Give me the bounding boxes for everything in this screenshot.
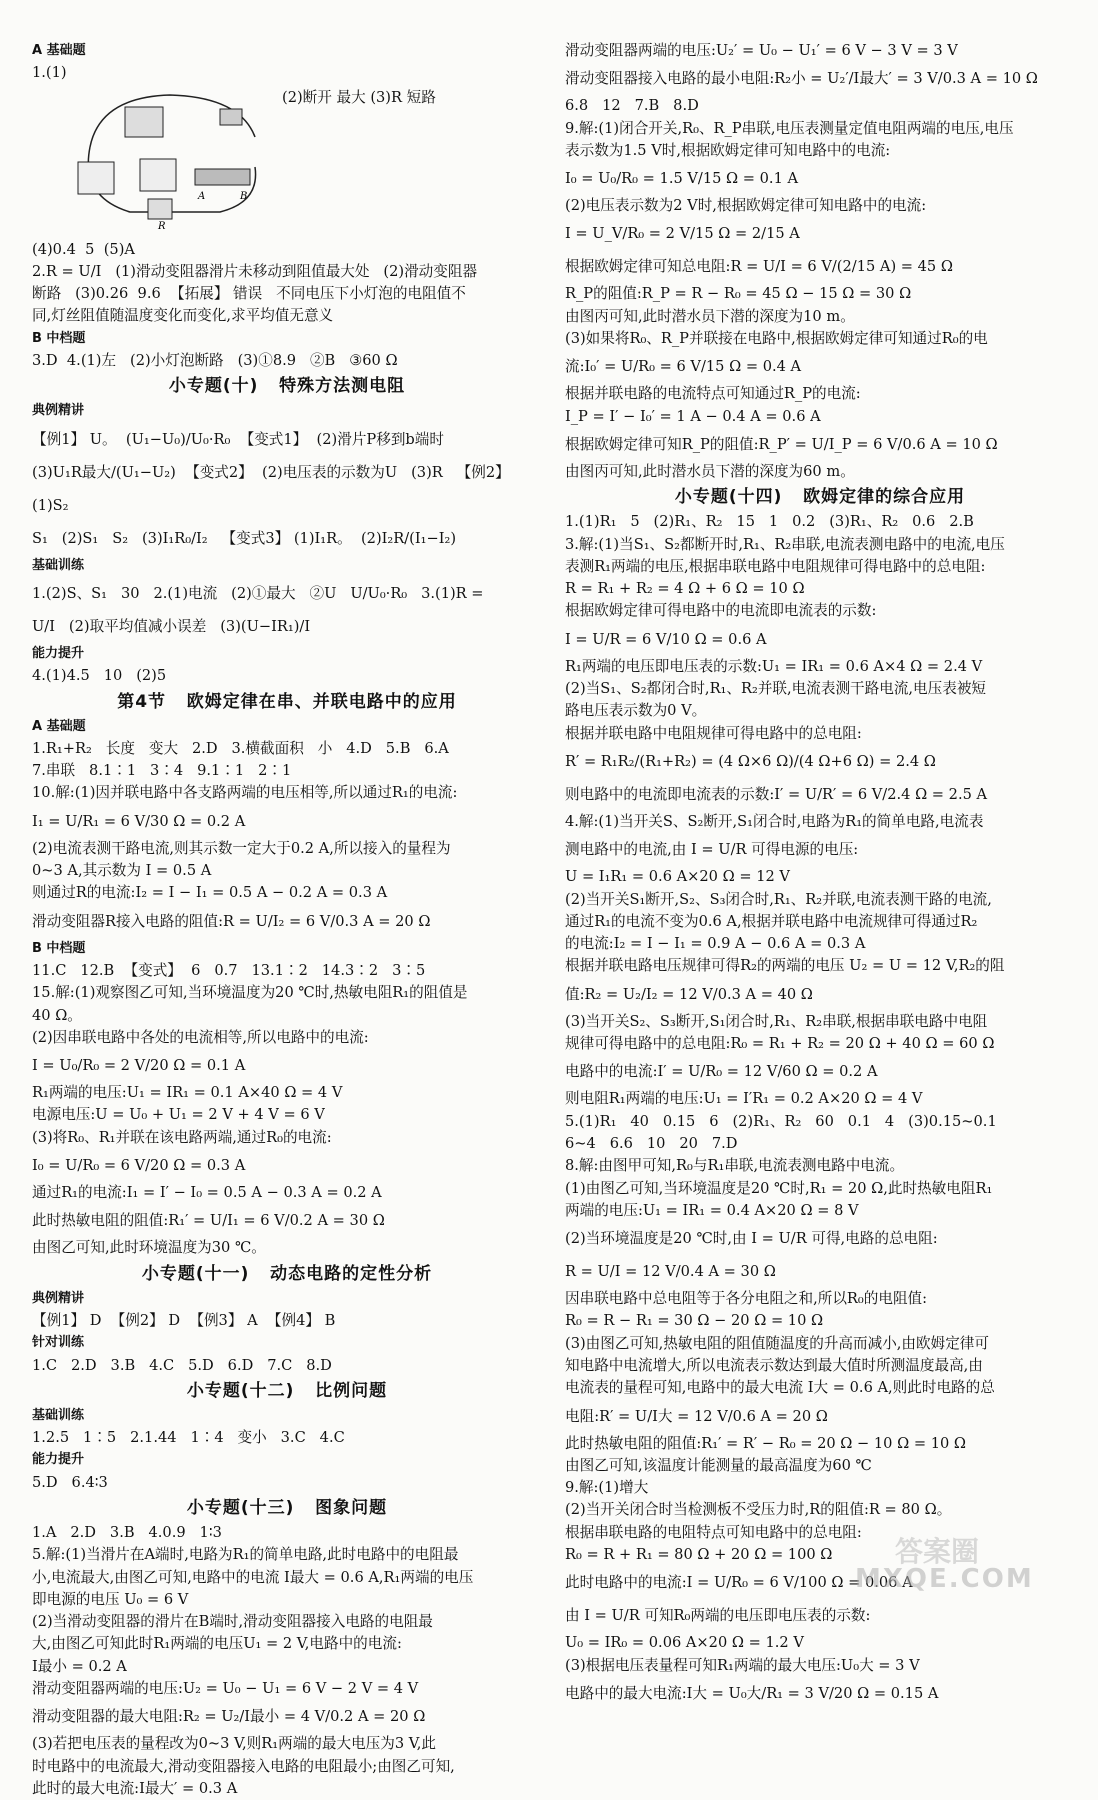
answer-line: 此时的最大电流:I最大′ = 0.3 A — [32, 1779, 238, 1797]
section-title: 小专题(十四) 欧姆定律的综合应用 — [674, 487, 966, 508]
answer-line: 同,灯丝阻值随温度变化而变化,求平均值无意义 — [32, 307, 334, 325]
answer-line: 4.解:(1)当开关S、S₂断开,S₁闭合时,电路为R₁的简单电路,电流表 — [565, 812, 984, 830]
answer-line: 1.(2)S、S₁ 30 2.(1)电流 (2)①最大 ②U U/U₀·R₀ 3.(1)R = — [32, 584, 484, 602]
answer-line: U/I (2)取平均值减小误差 (3)(U−IR₁)/I — [32, 617, 311, 635]
answer-line: 电阻:R′ = U/I大 = 12 V/0.6 A = 20 Ω — [565, 1407, 828, 1425]
answer-line: (1)由图乙可知,当环境温度是20 ℃时,R₁ = 20 Ω,此时热敏电阻R₁ — [565, 1179, 993, 1197]
watermark — [855, 1530, 1080, 1596]
answer-line: 由图乙可知,此时环境温度为30 ℃。 — [32, 1239, 266, 1257]
answer-line: 9.解:(1)增大 — [565, 1479, 649, 1497]
answer-line: 3.D 4.(1)左 (2)小灯泡断路 (3)①8.9 ②B ③60 Ω — [32, 352, 398, 370]
answer-line: 流:I₀′ = U/R₀ = 6 V/15 Ω = 0.4 A — [565, 358, 802, 376]
answer-line: R = U/I = 12 V/0.4 A = 30 Ω — [565, 1263, 776, 1281]
switch-icon — [220, 109, 242, 125]
answer-line: 根据串联电路的电阻特点可知电路中的总电阻: — [565, 1523, 862, 1541]
answer-line: 路电压表示数为0 V。 — [565, 702, 707, 720]
answer-line: 大,由图乙可知此时R₁两端的电压U₁ = 2 V,电路中的电流: — [32, 1635, 402, 1653]
answer-line: 表测R₁两端的电压,根据串联电路中电阻规律可得电路中的总电阻: — [565, 557, 986, 575]
answer-line: 根据并联电路中电阻规律可得电路中的总电阻: — [565, 724, 862, 742]
answer-line: U = I₁R₁ = 0.6 A×20 Ω = 12 V — [565, 868, 790, 886]
answer-line: 滑动变阻器的最大电阻:R₂ = U₂/I最小 = 4 V/0.2 A = 20 Ω — [32, 1708, 426, 1726]
circuit-drawing — [70, 87, 270, 232]
answer-line: 1.A 2.D 3.B 4.0.9 1∶3 — [32, 1523, 222, 1541]
answer-line: I₀ = U/R₀ = 6 V/20 Ω = 0.3 A — [32, 1157, 246, 1175]
section-title: 第4节 欧姆定律在串、并联电路中的应用 — [117, 691, 457, 712]
answer-line: 10.解:(1)因并联电路中各支路两端的电压相等,所以通过R₁的电流: — [32, 784, 458, 802]
left-column — [32, 40, 542, 1800]
answer-line: S₁ (2)S₁ S₂ (3)I₁R₀/I₂ 【变式3】 (1)I₁R。 (2)I₂R/(I₁−I₂) — [32, 529, 457, 547]
answer-line: R₁两端的电压即电压表的示数:U₁ = IR₁ = 0.6 A×4 Ω = 2.4 V — [565, 657, 983, 675]
answer-line: R = R₁ + R₂ = 4 Ω + 6 Ω = 10 Ω — [565, 580, 805, 598]
label-a: A — [198, 190, 206, 202]
answer-line: 根据并联电路电压规律可得R₂的两端的电压 U₂ = U = 12 V,R₂的阻 — [565, 957, 1005, 975]
answer-line: 表示数为1.5 V时,根据欧姆定律可知电路中的电流: — [565, 141, 891, 159]
answer-line: I最小 = 0.2 A — [32, 1657, 127, 1675]
answer-line: 15.解:(1)观察图乙可知,当环境温度为20 ℃时,热敏电阻R₁的阻值是 — [32, 984, 468, 1002]
watermark-logo-cn: 答案圈 — [895, 1535, 980, 1568]
answer-line: 通过R₁的电流不变为0.6 A,根据并联电路中电流规律可得通过R₂ — [565, 912, 978, 930]
subsection-heading: B 中档题 — [32, 940, 86, 956]
answer-line: 值:R₂ = U₂/I₂ = 12 V/0.3 A = 40 Ω — [565, 985, 813, 1003]
answer-line: 则电阻R₁两端的电压:U₁ = I′R₁ = 0.2 A×20 Ω = 4 V — [565, 1090, 923, 1108]
watermark-logo-en: MXQE.COM — [855, 1564, 1034, 1594]
answer-line: 滑动变阻器R接入电路的阻值:R = U/I₂ = 6 V/0.3 A = 20 Ω — [32, 912, 431, 930]
answer-line: 5.D 6.4∶3 — [32, 1473, 108, 1491]
resistor-icon — [148, 199, 172, 219]
answer-line: 由 I = U/R 可知R₀两端的电压即电压表的示数: — [565, 1607, 871, 1625]
answer-line: 【例1】 D 【例2】 D 【例3】 A 【例4】 B — [32, 1311, 336, 1329]
answer-line: 8.解:由图甲可知,R₀与R₁串联,电流表测电路中电流。 — [565, 1157, 905, 1175]
section-title: 小专题(十三) 图象问题 — [186, 1497, 388, 1518]
answer-line: 通过R₁的电流:I₁ = I′ − I₀ = 0.5 A − 0.3 A = 0.2 A — [32, 1184, 382, 1202]
answer-line: (2)当滑动变阻器的滑片在B端时,滑动变阻器接入电路的电阻最 — [32, 1613, 433, 1631]
answer-line: 则电路中的电流即电流表的示数:I′ = U/R′ = 6 V/2.4 Ω = 2.5 A — [565, 785, 988, 803]
answer-line: 1.C 2.D 3.B 4.C 5.D 6.D 7.C 8.D — [32, 1356, 332, 1374]
answer-line: 由图乙可知,该温度计能测量的最高温度为60 ℃ — [565, 1456, 872, 1474]
answer-line: 此时热敏电阻的阻值:R₁′ = U/I₁ = 6 V/0.2 A = 30 Ω — [32, 1212, 385, 1230]
answer-line: 【例1】 U。 (U₁−U₀)/U₀·R₀ 【变式1】 (2)滑片P移到b端时 — [32, 430, 444, 448]
battery-icon — [125, 107, 163, 137]
subsection-heading: 基础训练 — [32, 1407, 85, 1423]
answer-line: 1.2.5 1∶5 2.1.44 1∶4 变小 3.C 4.C — [32, 1429, 345, 1447]
answer-line: 1.(1) — [32, 64, 67, 82]
answer-line: (3)当开关S₂、S₃断开,S₁闭合时,R₁、R₂串联,根据串联电路中电阻 — [565, 1012, 988, 1030]
answer-line: 则通过R的电流:I₂ = I − I₁ = 0.5 A − 0.2 A = 0.3 A — [32, 884, 388, 902]
answer-line: 11.C 12.B 【变式】 6 0.7 13.1∶2 14.3∶2 3∶5 — [32, 961, 426, 979]
answer-line: (2)因串联电路中各处的电流相等,所以电路中的电流: — [32, 1028, 369, 1046]
answer-line: 9.解:(1)闭合开关,R₀、R_P串联,电压表测量定值电阻两端的电压,电压 — [565, 119, 1014, 137]
answer-line: (3)若把电压表的量程改为0~3 V,则R₁两端的最大电压为3 V,此 — [32, 1735, 436, 1753]
answer-line: (3)如果将R₀、R_P并联接在电路中,根据欧姆定律可知通过R₀的电 — [565, 330, 988, 348]
subsection-heading: 典例精讲 — [32, 403, 85, 419]
answer-line: 因串联电路中总电阻等于各分电阻之和,所以R₀的电阻值: — [565, 1290, 928, 1308]
answer-line: U₀ = IR₀ = 0.06 A×20 Ω = 1.2 V — [565, 1634, 804, 1652]
subsection-heading: 基础训练 — [32, 557, 85, 573]
answer-line: 时电路中的电流最大,滑动变阻器接入电路的电阻最小;由图乙可知, — [32, 1757, 455, 1775]
answer-line: 40 Ω。 — [32, 1006, 82, 1024]
answer-line: I = U_V/R₀ = 2 V/15 Ω = 2/15 A — [565, 225, 800, 243]
answer-line: 7.串联 8.1∶1 3∶4 9.1∶1 2∶1 — [32, 762, 292, 780]
answer-line: 知电路中电流增大,所以电流表示数达到最大值时所测温度最高,由 — [565, 1356, 983, 1374]
answer-line: 4.(1)4.5 10 (2)5 — [32, 667, 167, 685]
voltmeter-icon — [140, 159, 176, 191]
subsection-heading: B 中档题 — [32, 330, 86, 346]
answer-line: R₀ = R + R₁ = 80 Ω + 20 Ω = 100 Ω — [565, 1546, 833, 1564]
section-title: 小专题(十一) 动态电路的定性分析 — [141, 1263, 433, 1284]
section-title: 小专题(十二) 比例问题 — [186, 1380, 388, 1401]
answer-line: (3)由图乙可知,热敏电阻的阻值随温度的升高而减小,由欧姆定律可 — [565, 1334, 989, 1352]
answer-line: I = U₀/R₀ = 2 V/20 Ω = 0.1 A — [32, 1057, 246, 1075]
answer-line: 此时热敏电阻的阻值:R₁′ = R′ − R₀ = 20 Ω − 10 Ω = 10 Ω — [565, 1434, 967, 1452]
subsection-heading: A 基础题 — [32, 43, 86, 58]
answer-line: I = U/R = 6 V/10 Ω = 0.6 A — [565, 630, 767, 648]
answer-line: 6.8 12 7.B 8.D — [565, 97, 699, 115]
answer-line: (2)电压表示数为2 V时,根据欧姆定律可知电路中的电流: — [565, 197, 927, 215]
subsection-heading: 针对训练 — [32, 1335, 85, 1351]
answer-line: 电流表的量程可知,电路中的最大电流 I大 = 0.6 A,则此时电路的总 — [565, 1379, 995, 1397]
answer-line: I_P = I′ − I₀′ = 1 A − 0.4 A = 0.6 A — [565, 407, 821, 425]
answer-line: 滑动变阻器接入电路的最小电阻:R₂小 = U₂′/I最大′ = 3 V/0.3 A = 10 Ω — [565, 70, 1038, 88]
answer-line: 由图丙可知,此时潜水员下潜的深度为10 m。 — [565, 307, 855, 325]
answer-line: 电源电压:U = U₀ + U₁ = 2 V + 4 V = 6 V — [32, 1106, 325, 1124]
answer-line: 规律可得电路中的总电阻:R₀ = R₁ + R₂ = 20 Ω + 40 Ω = 60 Ω — [565, 1035, 995, 1053]
answer-line: 由图丙可知,此时潜水员下潜的深度为60 m。 — [565, 462, 855, 480]
answer-line: 电路中的最大电流:I大 = U₀大/R₁ = 3 V/20 Ω = 0.15 A — [565, 1684, 939, 1702]
subsection-heading: A 基础题 — [32, 718, 86, 734]
answer-line: 根据欧姆定律可知总电阻:R = U/I = 6 V/(2/15 A) = 45 Ω — [565, 258, 953, 276]
answer-line: (3)根据电压表量程可知R₁两端的最大电压:U₀大 = 3 V — [565, 1656, 920, 1674]
answer-line: 5.解:(1)当滑片在A端时,电路为R₁的简单电路,此时电路中的电阻最 — [32, 1546, 459, 1564]
answer-line: (2)当环境温度是20 ℃时,由 I = U/R 可得,电路的总电阻: — [565, 1230, 938, 1248]
answer-line: 根据并联电路的电流特点可知通过R_P的电流: — [565, 385, 861, 403]
answer-line: (3)将R₀、R₁并联在该电路两端,通过R₀的电流: — [32, 1128, 332, 1146]
circuit-diagram — [32, 87, 542, 235]
subsection-heading: 能力提升 — [32, 1452, 85, 1468]
right-column — [565, 40, 1075, 1710]
section-title: 小专题(十) 特殊方法测电阻 — [168, 376, 406, 397]
answer-line: 1.(1)R₁ 5 (2)R₁、R₂ 15 1 0.2 (3)R₁、R₂ 0.6 2.B — [565, 513, 974, 531]
subsection-heading: 典例精讲 — [32, 1290, 85, 1306]
answer-line: 小,电流最大,由图乙可知,电路中的电流 I最大 = 0.6 A,R₁两端的电压 — [32, 1568, 474, 1586]
answer-line: R′ = R₁R₂/(R₁+R₂) = (4 Ω×6 Ω)/(4 Ω+6 Ω) = 2.4 Ω — [565, 752, 936, 770]
answer-line: I₀ = U₀/R₀ = 1.5 V/15 Ω = 0.1 A — [565, 170, 799, 188]
answer-line: 根据欧姆定律可得电路中的电流即电流表的示数: — [565, 602, 877, 620]
answer-line: R₀ = R − R₁ = 30 Ω − 20 Ω = 10 Ω — [565, 1312, 824, 1330]
answer-line: 3.解:(1)当S₁、S₂都断开时,R₁、R₂串联,电流表测电路中的电流,电压 — [565, 535, 1005, 553]
answer-line: 两端的电压:U₁ = IR₁ = 0.4 A×20 Ω = 8 V — [565, 1201, 859, 1219]
answer-line: (3)U₁R最大/(U₁−U₂) 【变式2】 (2)电压表的示数为U (3)R 【例2】 (1)S₂ — [32, 463, 520, 514]
answer-line: 5.(1)R₁ 40 0.15 6 (2)R₁、R₂ 60 0.1 4 (3)0.15~0.1 — [565, 1112, 997, 1130]
answer-line: R₁两端的电压:U₁ = IR₁ = 0.1 A×40 Ω = 4 V — [32, 1084, 343, 1102]
answer-line: (2)当开关S₁断开,S₂、S₃闭合时,R₁、R₂并联,电流表测干路的电流, — [565, 890, 992, 908]
answer-line: 1.R₁+R₂ 长度 变大 2.D 3.横截面积 小 4.D 5.B 6.A — [32, 739, 449, 757]
subsection-heading: 能力提升 — [32, 645, 85, 661]
answer-line: 滑动变阻器两端的电压:U₂′ = U₀ − U₁′ = 6 V − 3 V = 3 V — [565, 42, 958, 59]
answer-line: 即电源的电压 U₀ = 6 V — [32, 1590, 189, 1608]
answer-line: 的电流:I₂ = I − I₁ = 0.9 A − 0.6 A = 0.3 A — [565, 935, 866, 953]
circuit-answer-text: (2)断开 最大 (3)R 短路 — [282, 88, 436, 106]
answer-line: (2)当S₁、S₂都闭合时,R₁、R₂并联,电流表测干路电流,电压表被短 — [565, 680, 987, 698]
answer-line: 断路 (3)0.26 9.6 【拓展】 错误 不同电压下小灯泡的电阻值不 — [32, 285, 466, 303]
answer-line: 2.R = U/I (1)滑动变阻器滑片未移动到阻值最大处 (2)滑动变阻器 — [32, 262, 478, 280]
ammeter-icon — [78, 162, 114, 194]
answer-line: I₁ = U/R₁ = 6 V/30 Ω = 0.2 A — [32, 812, 246, 830]
answer-line: 此时电路中的电流:I = U/R₀ = 6 V/100 Ω = 0.06 A — [565, 1574, 913, 1592]
answer-line: R_P的阻值:R_P = R − R₀ = 45 Ω − 15 Ω = 30 Ω — [565, 285, 912, 303]
answer-line: (4)0.4 5 (5)A — [32, 240, 135, 258]
answer-line: 滑动变阻器两端的电压:U₂ = U₀ − U₁ = 6 V − 2 V = 4 V — [32, 1680, 419, 1698]
answer-line: 电路中的电流:I′ = U/R₀ = 12 V/60 Ω = 0.2 A — [565, 1063, 878, 1081]
answer-line: 测电路中的电流,由 I = U/R 可得电源的电压: — [565, 841, 859, 859]
rheostat-icon — [195, 169, 250, 185]
answer-line: (2)当开关闭合时当检测板不受压力时,R的阻值:R = 80 Ω。 — [565, 1501, 952, 1519]
label-r: R — [158, 220, 166, 232]
answer-line: 0~3 A,其示数为 I = 0.5 A — [32, 862, 212, 880]
answer-line: 根据欧姆定律可知R_P的阻值:R_P′ = U/I_P = 6 V/0.6 A = 10 Ω — [565, 435, 998, 453]
answer-line: (2)电流表测干路电流,则其示数一定大于0.2 A,所以接入的量程为 — [32, 839, 451, 857]
answer-line: 6~4 6.6 10 20 7.D — [565, 1134, 738, 1152]
label-b: B — [240, 190, 248, 202]
